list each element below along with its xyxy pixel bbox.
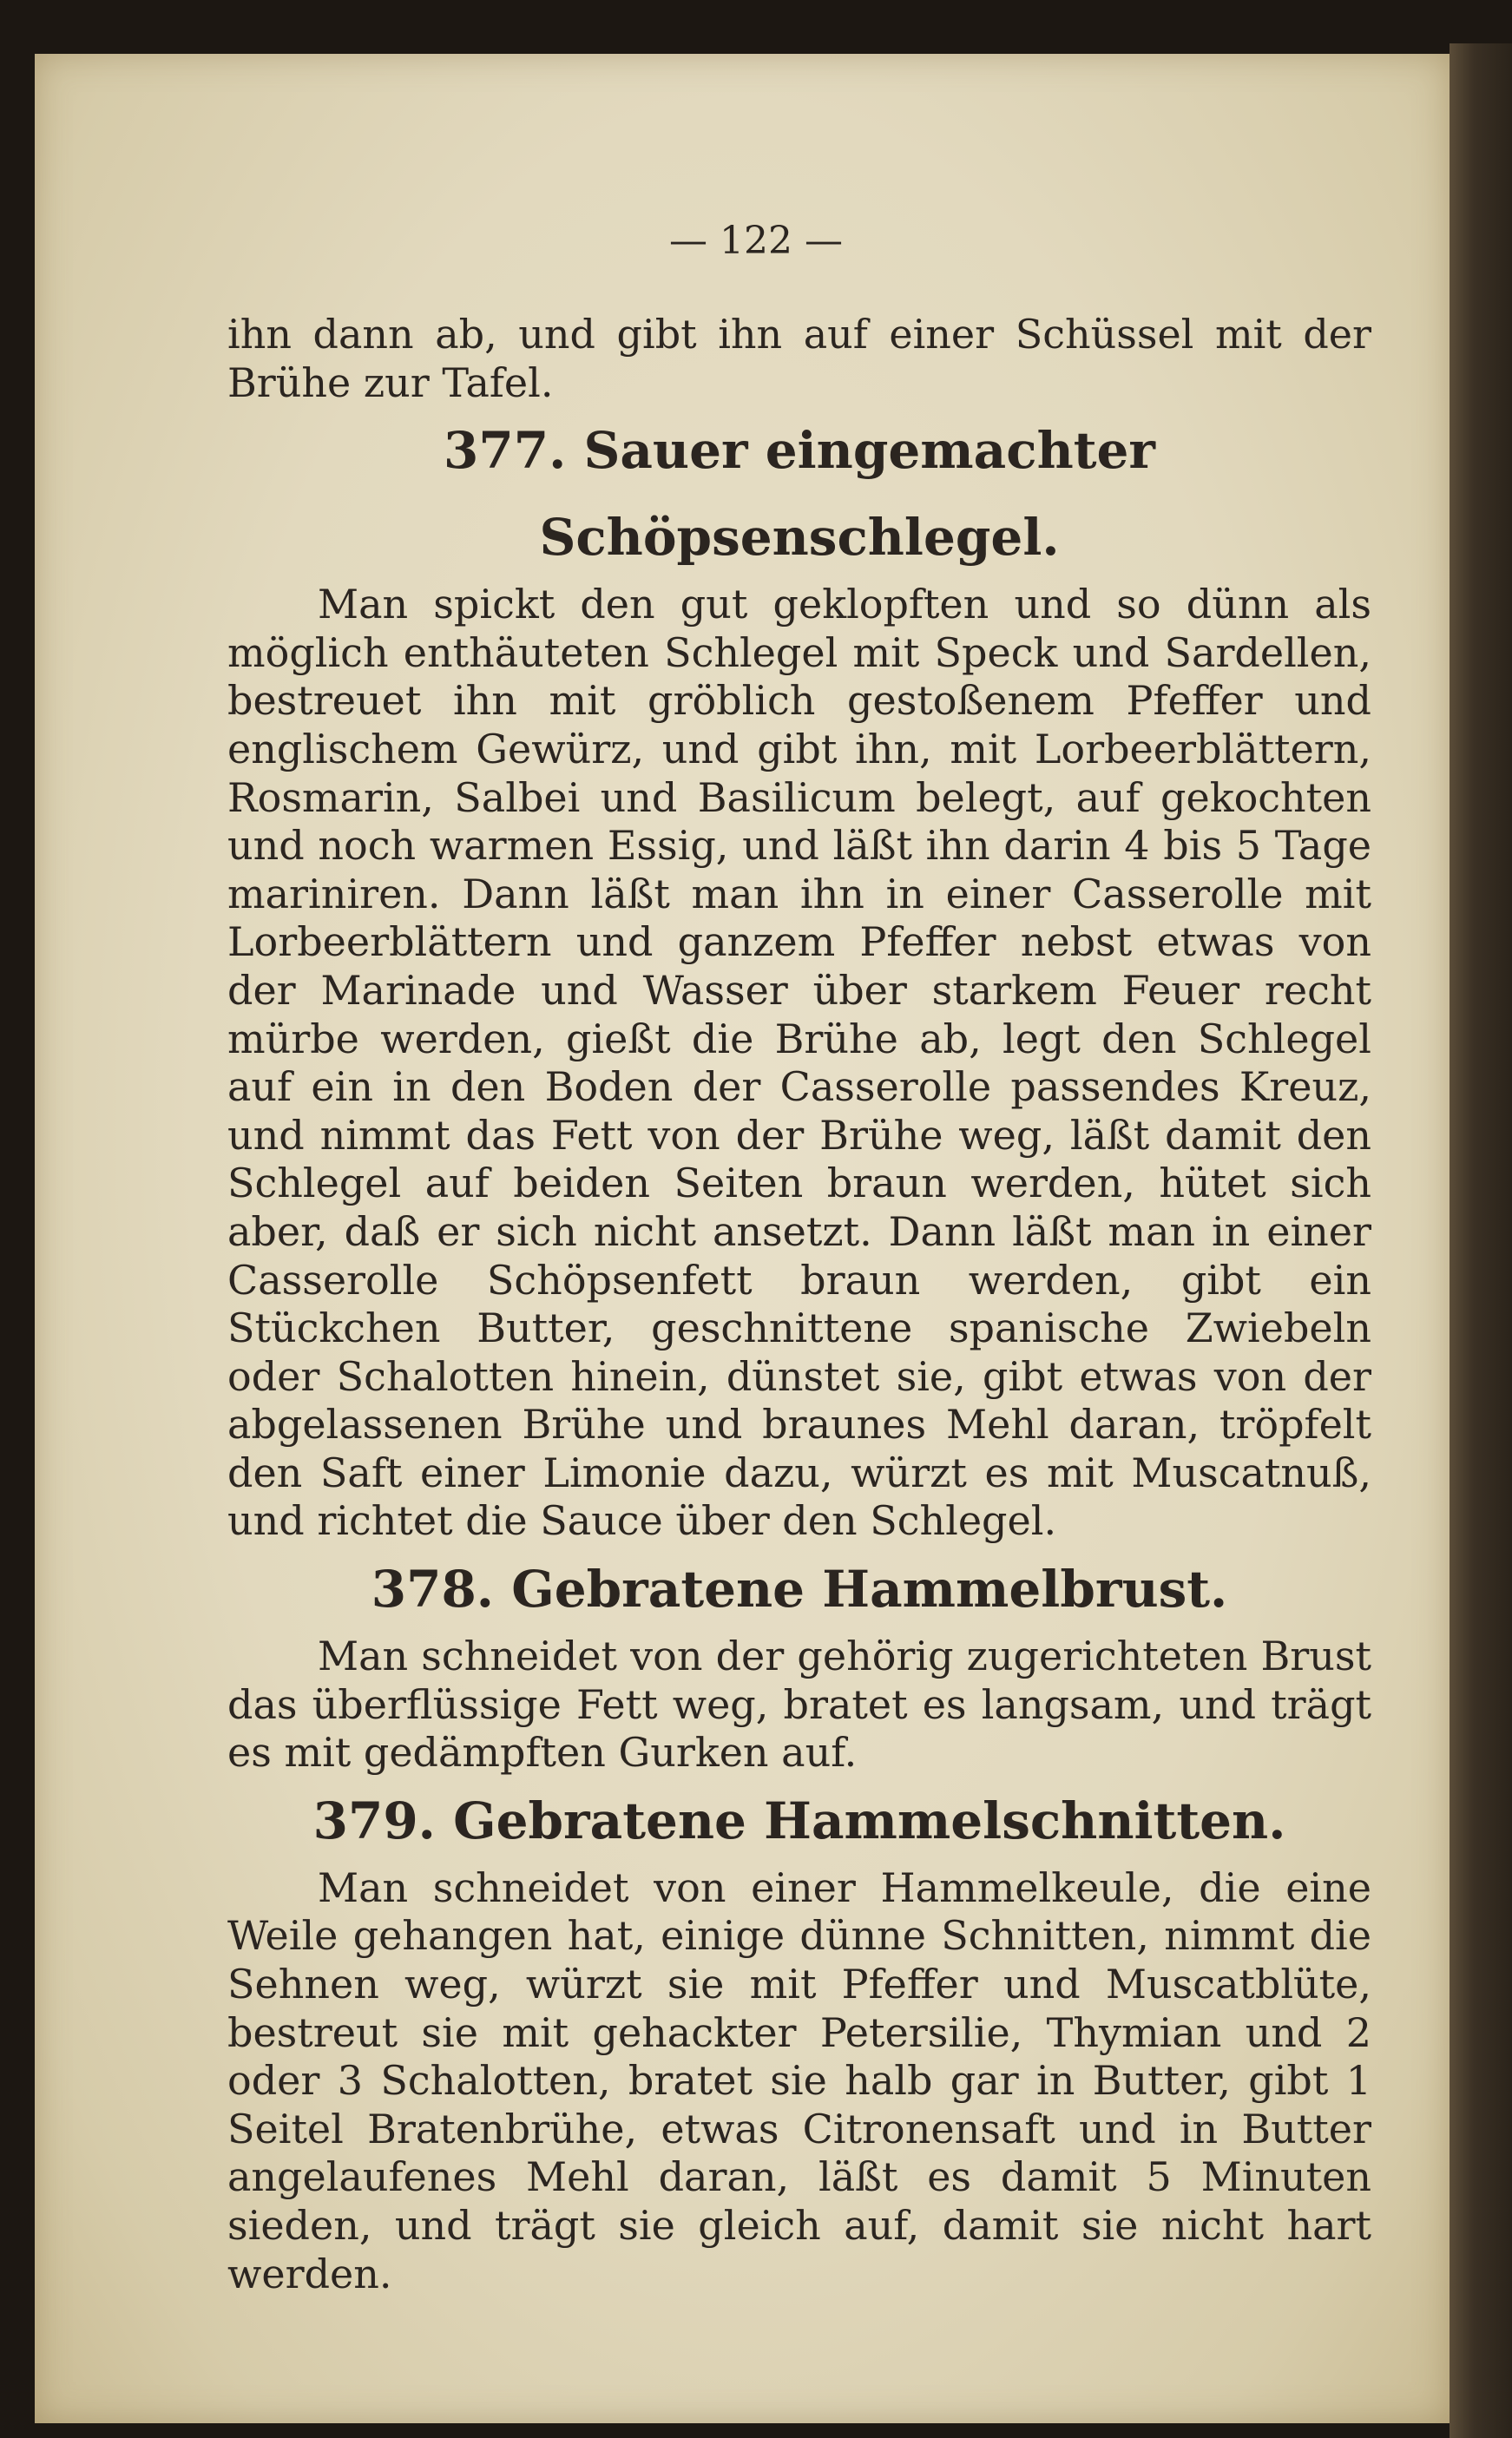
recipe-text: Man spickt den gut geklopften und so dünn als möglich enthäuteten Schlegel mit Speck und Sardellen, bestreuet ihn mit gröblich gestoßenem Pfeffer und englischem Gewürz, und gibt ihn, mit Lorbeerblättern, Rosmarin, Salbei und Basilicum belegt, auf gekochten und noch warmen Essig, und läßt ihn darin 4 bis 5 Tage mariniren. Dann läßt man ihn in einer Casserolle mit Lorbeerblättern und ganzem Pfeffer nebst etwas von der Marinade und Wasser über starkem Feuer recht mürbe werden, gießt die Brühe ab, legt den Schlegel auf ein in den Boden der Casserolle passendes Kreuz, und nimmt das Fett von der Brühe weg, läßt damit den Schlegel auf beiden Seiten braun werden, hütet sich aber, daß er sich nicht ansetzt. Dann läßt man in einer Casserolle Schöpsenfett braun werden, gibt ein Stückchen Butter, geschnittene spanische Zwiebeln oder Schalotten hinein, dünstet sie, gibt etwas von der abgelassenen Brühe und braunes Mehl daran, tröpfelt den Saft einer Limonie dazu, würzt es mit Muscatnuß, und richtet die Sauce über den Schlegel. — [227, 581, 1371, 1545]
intro-paragraph: ihn dann ab, und gibt ihn auf einer Schüssel mit der Brühe zur Tafel. — [227, 311, 1371, 406]
book-fold-edge — [1450, 43, 1512, 2438]
page-content — [227, 311, 1371, 2298]
recipe-379 — [227, 1778, 1371, 2298]
recipe-heading: 378. Gebratene Hammelbrust. — [371, 1560, 1228, 1620]
recipe-378 — [227, 1546, 1371, 1778]
page-number: — 122 — — [669, 219, 843, 263]
recipe-377 — [227, 407, 1371, 1546]
recipe-text: Man schneidet von der gehörig zugerichteten Brust das überflüssige Fett weg, bratet es langsam, und trägt es mit gedämpften Gurken auf. — [227, 1633, 1371, 1777]
recipe-heading: 377. Sauer eingemachter Schöpsenschlegel. — [444, 421, 1155, 568]
recipe-heading: 379. Gebratene Hammelschnitten. — [312, 1791, 1286, 1850]
recipe-text: Man schneidet von einer Hammelkeule, die eine Weile gehangen hat, einige dünne Schnitten, nimmt die Sehnen weg, würzt sie mit Pfeffer und Muscatblüte, bestreut sie mit gehackter Petersilie, Thymian und 2 oder 3 Schalotten, bratet sie halb gar in Butter, gibt 1 Seitel Bratenbrühe, etwas Citronensaft und in Butter angelaufenes Mehl daran, läßt es damit 5 Minuten sieden, und trägt sie gleich auf, damit sie nicht hart werden. — [227, 1863, 1371, 2297]
